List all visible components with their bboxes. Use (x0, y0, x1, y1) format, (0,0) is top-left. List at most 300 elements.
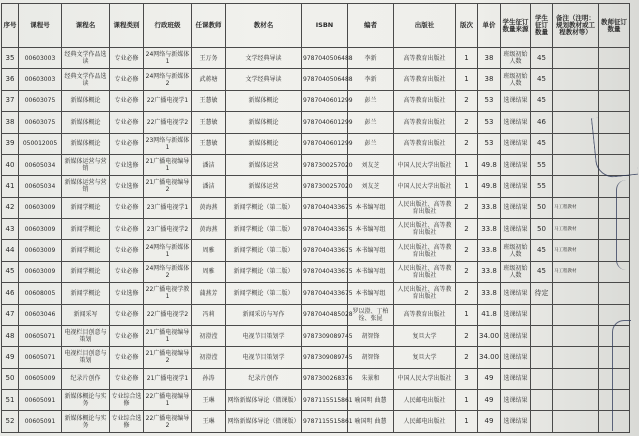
table-cell: 新闻学概论（第二版） (226, 261, 302, 282)
table-cell (553, 154, 599, 175)
table-cell: 班级初始人数 (501, 69, 531, 90)
table-cell: 新媒体概论 (62, 112, 110, 133)
table-row (2, 368, 630, 389)
table-cell (553, 304, 599, 325)
table-cell: 2 (456, 347, 478, 368)
table-cell: 文学经典导读 (226, 69, 302, 90)
table-cell: 新闻学概论（第二版） (226, 197, 302, 218)
table-row (2, 283, 630, 304)
table-cell: 专业必修 (110, 347, 144, 368)
table-cell: 刘友芝 (348, 176, 394, 197)
table-cell: 38 (2, 112, 19, 133)
table-cell: 21广播电视学1 (144, 368, 192, 389)
table-cell: 2 (456, 133, 478, 154)
table-cell: 彭兰 (348, 90, 394, 111)
table-cell (599, 90, 630, 111)
table-cell: 49.8 (478, 154, 501, 175)
table-cell: 纪录片创作 (226, 368, 302, 389)
table-row (2, 48, 630, 69)
table-cell: 22广播电视学教1 (144, 283, 192, 304)
table-cell: 选课结果 (501, 133, 531, 154)
table-cell: 胡智锋 (348, 325, 394, 346)
table-cell: 马工程教材 (553, 219, 599, 240)
table-cell (553, 176, 599, 197)
table-cell: 专业必修 (110, 219, 144, 240)
table-row (2, 325, 630, 346)
table-cell (553, 390, 599, 411)
table-cell: 经典文学作品选读 (62, 69, 110, 90)
table-cell: 42 (2, 197, 19, 218)
table-cell: 本书编写组 (348, 197, 394, 218)
table-cell (531, 390, 553, 411)
table-cell: 专业必修 (110, 112, 144, 133)
table-cell: 纪录片创作 (62, 368, 110, 389)
table-cell: 2 (456, 261, 478, 282)
table-cell: 00605091 (19, 411, 62, 433)
table-row (2, 133, 630, 154)
table-cell: 选课结果 (501, 411, 531, 433)
table-cell: 24网络与新媒体2 (144, 69, 192, 90)
table-cell: 马工程教材 (553, 261, 599, 282)
table-cell: 马工程教材 (553, 197, 599, 218)
table-cell: 网络新媒体导论（微课版） (226, 411, 302, 433)
table-cell (531, 347, 553, 368)
table-cell: 1 (456, 154, 478, 175)
table-cell: 新闻学概论 (62, 219, 110, 240)
table-cell: 9787309089745 (302, 325, 348, 346)
table-cell: 00605071 (19, 347, 62, 368)
table-cell: 9787040433675 (302, 219, 348, 240)
table-cell: 选课结果 (501, 112, 531, 133)
header-cell: 课程类别 (110, 4, 144, 48)
table-cell: 新闻学概论 (62, 197, 110, 218)
table-cell: 23广播电视学2 (144, 219, 192, 240)
table-cell (553, 283, 599, 304)
table-cell: 00605091 (19, 390, 62, 411)
table-cell: 专业综合选修 (110, 411, 144, 433)
table-row (2, 90, 630, 111)
header-cell: 单价 (478, 4, 501, 48)
table-cell: 专业必修 (110, 48, 144, 69)
table-cell: 49 (478, 368, 501, 389)
table-cell: 电视栏目创意与策划 (62, 325, 110, 346)
table-cell: 49 (478, 390, 501, 411)
table-cell (599, 69, 630, 90)
table-cell: 新媒体运营 (226, 176, 302, 197)
table-cell: 34.00 (478, 325, 501, 346)
table-cell: 49 (478, 411, 501, 433)
table-cell: 23广播电视学1 (144, 197, 192, 218)
table-cell: 2 (456, 219, 478, 240)
table-cell: 44 (2, 240, 19, 261)
table-cell: 专业必修 (110, 197, 144, 218)
table-cell: 选课结果 (501, 368, 531, 389)
table-cell: 49.8 (478, 176, 501, 197)
table-cell: 王慧敏 (192, 112, 226, 133)
table-cell: 冯莉 (192, 304, 226, 325)
table-row (2, 347, 630, 368)
table-cell: 马工程教材 (553, 240, 599, 261)
table-cell: 专业选修 (110, 176, 144, 197)
table-cell: 050012005 (19, 133, 62, 154)
table-cell: 48 (2, 325, 19, 346)
table-cell: 高等教育出版社 (394, 133, 456, 154)
table-cell: 新媒体概论 (62, 133, 110, 154)
handwritten-mark (591, 114, 638, 179)
handwritten-mark (616, 180, 637, 270)
table-row (2, 176, 630, 197)
table-cell: 21广播电视编导1 (144, 325, 192, 346)
table-row (2, 69, 630, 90)
table-cell: 9787309089745 (302, 347, 348, 368)
table-cell: 00603075 (19, 90, 62, 111)
table-cell: 胡智锋 (348, 347, 394, 368)
table-cell: 33.8 (478, 240, 501, 261)
table-body (2, 48, 630, 433)
table-cell: 中国人民大学出版社 (394, 176, 456, 197)
table-cell (531, 304, 553, 325)
table-cell (599, 283, 630, 304)
table-cell: 班级初始人数 (501, 261, 531, 282)
table-cell: 24网络与新媒体1 (144, 240, 192, 261)
header-cell: 任课教师 (192, 4, 226, 48)
header-cell: 行政班级 (144, 4, 192, 48)
table-cell: 专业必修 (110, 69, 144, 90)
table-cell: 41 (2, 176, 19, 197)
table-cell: 蒲燕芳 (192, 283, 226, 304)
table-cell: 本书编写组 (348, 240, 394, 261)
table-cell (553, 347, 599, 368)
table-cell: 人民出版社、高等教育出版社 (394, 219, 456, 240)
table-cell: 刘友芝 (348, 154, 394, 175)
table-cell: 33.8 (478, 261, 501, 282)
header-cell: ISBN (302, 4, 348, 48)
table-cell: 24网络与新媒体2 (144, 261, 192, 282)
table-row (2, 304, 630, 325)
table-cell (553, 411, 599, 433)
table-cell: 9787300257020 (302, 154, 348, 175)
table-cell: 45 (531, 261, 553, 282)
table-cell: 9787040433675 (302, 240, 348, 261)
header-cell: 课程名 (62, 4, 110, 48)
table-cell: 22广播电视编导2 (144, 411, 192, 433)
table-cell: 46 (531, 112, 553, 133)
header-cell: 版次 (456, 4, 478, 48)
table-cell (531, 411, 553, 433)
table-cell: 24网络与新媒体1 (144, 48, 192, 69)
table-cell: 53 (478, 90, 501, 111)
table-cell: 9787115515861 (302, 411, 348, 433)
table-cell: 人民出版社、高等教育出版社 (394, 261, 456, 282)
table-cell: 35 (2, 48, 19, 69)
table-cell: 复旦大学 (394, 325, 456, 346)
table-cell: 38 (478, 48, 501, 69)
table-cell: 专业必修 (110, 304, 144, 325)
table-cell: 专业必修 (110, 261, 144, 282)
header-cell: 课程号 (19, 4, 62, 48)
table-cell: 新媒体概论与实务 (62, 411, 110, 433)
table-cell: 人民出版社、高等教育出版社 (394, 197, 456, 218)
table-cell: 45 (531, 48, 553, 69)
table-cell: 电视节目策划学 (226, 325, 302, 346)
table-cell: 专业必修 (110, 240, 144, 261)
table-cell: 本书编写组 (348, 219, 394, 240)
table-cell: 选课结果 (501, 283, 531, 304)
table-cell: 黄海燕 (192, 197, 226, 218)
table-cell: 喻国明 曲慧 (348, 390, 394, 411)
handwritten-brace (612, 320, 631, 431)
header-cell: 序号 (2, 4, 19, 48)
table-cell: 朱景和 (348, 368, 394, 389)
table-cell: 潘洁 (192, 176, 226, 197)
table-cell: 39 (2, 133, 19, 154)
header-cell: 学生征订数量来源 (501, 4, 531, 48)
table-cell: 新闻学概论 (62, 261, 110, 282)
header-cell: 教师征订数量 (599, 4, 630, 48)
table-cell: 9787040433675 (302, 261, 348, 282)
table-cell: 专业必修 (110, 325, 144, 346)
table-cell: 高等教育出版社 (394, 69, 456, 90)
table-cell: 高等教育出版社 (394, 90, 456, 111)
header-cell: 编者 (348, 4, 394, 48)
table-cell: 1 (456, 411, 478, 433)
table-cell: 新闻学概论 (62, 240, 110, 261)
table-cell: 选课结果 (501, 90, 531, 111)
table-cell (531, 325, 553, 346)
table-cell: 新闻学概论 (62, 283, 110, 304)
table-cell: 班级初始人数 (501, 240, 531, 261)
table-cell: 本书编写组 (348, 283, 394, 304)
table-cell: 9787300268376 (302, 368, 348, 389)
table-cell: 潘洁 (192, 154, 226, 175)
table-cell (553, 48, 599, 69)
table-cell: 22广播电视学2 (144, 112, 192, 133)
table-cell: 38 (478, 69, 501, 90)
textbook-order-table (1, 3, 630, 433)
table-cell (553, 69, 599, 90)
table-cell (553, 133, 599, 154)
table-cell: 复旦大学 (394, 347, 456, 368)
table-cell: 9787040601299 (302, 112, 348, 133)
table-row (2, 219, 630, 240)
table-cell: 00603009 (19, 197, 62, 218)
table-cell: 34.00 (478, 347, 501, 368)
table-cell: 选课结果 (501, 197, 531, 218)
table-cell: 50 (2, 368, 19, 389)
table-cell: 37 (2, 90, 19, 111)
table-cell: 1 (456, 390, 478, 411)
table-cell: 53 (478, 112, 501, 133)
table-cell: 00605034 (19, 176, 62, 197)
table-cell: 53 (478, 133, 501, 154)
table-cell: 9787040601299 (302, 133, 348, 154)
table-cell: 9787040601299 (302, 90, 348, 111)
table-cell: 专业必修 (110, 90, 144, 111)
table-cell: 王慧敏 (192, 133, 226, 154)
table-cell: 00603003 (19, 48, 62, 69)
table-cell: 3 (456, 368, 478, 389)
table-cell: 45 (531, 240, 553, 261)
table-cell: 高等教育出版社 (394, 112, 456, 133)
table-cell: 36 (2, 69, 19, 90)
table-cell: 王琳 (192, 411, 226, 433)
header-cell: 备注（注明：规划教材或工程教材等） (553, 4, 599, 48)
table-cell: 选课结果 (501, 304, 531, 325)
table-cell: 选课结果 (501, 154, 531, 175)
table-row (2, 261, 630, 282)
table-cell: 高等教育出版社 (394, 304, 456, 325)
table-cell: 9787115515861 (302, 390, 348, 411)
table-cell: 9787040485028 (302, 304, 348, 325)
table-cell: 孙涛 (192, 368, 226, 389)
table-cell: 班级初始人数 (501, 48, 531, 69)
table-cell: 选课结果 (501, 176, 531, 197)
table-cell: 45 (531, 69, 553, 90)
table-cell: 49 (2, 347, 19, 368)
table-cell: 45 (531, 133, 553, 154)
table-cell: 9787300257020 (302, 176, 348, 197)
table-cell: 中国人民大学出版社 (394, 368, 456, 389)
table-cell: 00603046 (19, 304, 62, 325)
table-cell: 专业必修 (110, 368, 144, 389)
table-cell: 47 (2, 304, 19, 325)
table-cell: 人民出版社、高等教育出版社 (394, 283, 456, 304)
table-cell: 黄海燕 (192, 219, 226, 240)
table-cell: 00608005 (19, 283, 62, 304)
table-cell: 23网络与新媒体1 (144, 133, 192, 154)
table-cell (553, 90, 599, 111)
table-cell: 45 (531, 90, 553, 111)
table-cell: 51 (2, 390, 19, 411)
table-cell: 电视节目策划学 (226, 347, 302, 368)
table-cell: 1 (456, 304, 478, 325)
table-cell: 新闻学概论（第二版） (226, 240, 302, 261)
table-cell: 人民邮电出版社 (394, 390, 456, 411)
table-cell: 王万务 (192, 48, 226, 69)
table-cell: 33.8 (478, 283, 501, 304)
table-cell: 00603003 (19, 69, 62, 90)
table-cell: 李新 (348, 48, 394, 69)
table-row (2, 112, 630, 133)
table-cell: 22广播电视编导1 (144, 390, 192, 411)
table-cell: 2 (456, 240, 478, 261)
table-cell (553, 368, 599, 389)
table-cell: 00605071 (19, 325, 62, 346)
table-cell: 王慧敏 (192, 90, 226, 111)
table-cell: 00603009 (19, 240, 62, 261)
table-cell: 33.8 (478, 197, 501, 218)
table-cell: 新媒体概论 (226, 112, 302, 133)
table-cell: 彭兰 (348, 133, 394, 154)
table-cell: 电视栏目创意与策划 (62, 347, 110, 368)
table-cell: 文学经典导读 (226, 48, 302, 69)
table-row (2, 390, 630, 411)
table-cell: 罗以澄、丁柏铨、张昆 (348, 304, 394, 325)
table-row (2, 154, 630, 175)
table-row (2, 411, 630, 433)
table-cell: 专业选修 (110, 154, 144, 175)
header-row (2, 4, 630, 48)
table-cell: 50 (531, 197, 553, 218)
table-cell: 新媒体运营 (226, 154, 302, 175)
table-cell: 9787040506488 (302, 69, 348, 90)
table-cell: 武蒋塘 (192, 69, 226, 90)
table-cell: 初澄滢 (192, 325, 226, 346)
table-cell: 新闻采访与写作 (226, 304, 302, 325)
table-cell: 新媒体概论 (226, 90, 302, 111)
table-cell: 待定 (531, 283, 553, 304)
table-row (2, 197, 630, 218)
table-cell: 新媒体运营与营销 (62, 176, 110, 197)
table-cell: 新闻学概论（第二版） (226, 219, 302, 240)
table-cell: 22广播电视学2 (144, 304, 192, 325)
table-cell: 2 (456, 112, 478, 133)
table-cell: 2 (456, 90, 478, 111)
table-cell: 专业综合选修 (110, 390, 144, 411)
table-cell: 本书编写组 (348, 261, 394, 282)
table-cell: 45 (2, 261, 19, 282)
table-cell: 46 (2, 283, 19, 304)
table-cell: 00605009 (19, 368, 62, 389)
table-cell: 40 (2, 154, 19, 175)
table-cell: 1 (456, 69, 478, 90)
table-cell: 专业选修 (110, 283, 144, 304)
table-cell: 9787040433675 (302, 197, 348, 218)
table-cell: 专业必修 (110, 133, 144, 154)
table-cell: 新媒体概论 (62, 90, 110, 111)
table-cell (553, 325, 599, 346)
table-cell: 新媒体概论 (226, 133, 302, 154)
table-cell: 2 (456, 325, 478, 346)
table-cell: 新媒体概论与实务 (62, 390, 110, 411)
table-cell: 选课结果 (501, 219, 531, 240)
table-cell: 1 (456, 176, 478, 197)
table-cell: 李新 (348, 69, 394, 90)
table-cell: 周雅 (192, 261, 226, 282)
header-cell: 学生征订数量 (531, 4, 553, 48)
table-cell: 21广播电视编导1 (144, 154, 192, 175)
table-cell: 9787040506488 (302, 48, 348, 69)
table-cell: 43 (2, 219, 19, 240)
table-cell: 中国人民大学出版社 (394, 154, 456, 175)
table-cell: 选课结果 (501, 325, 531, 346)
table-cell: 高等教育出版社 (394, 48, 456, 69)
table-cell: 55 (531, 154, 553, 175)
table-cell: 彭兰 (348, 112, 394, 133)
table-cell: 新闻采写 (62, 304, 110, 325)
table-cell: 周雅 (192, 240, 226, 261)
table-cell: 喻国明 曲慧 (348, 411, 394, 433)
table-cell: 21广播电视编导2 (144, 347, 192, 368)
table-cell: 00603009 (19, 219, 62, 240)
table-cell: 2 (456, 197, 478, 218)
table-cell: 52 (2, 411, 19, 433)
table-cell (599, 48, 630, 69)
header-cell: 出版社 (394, 4, 456, 48)
table-cell: 00603009 (19, 261, 62, 282)
table-cell: 人民出版社、高等教育出版社 (394, 240, 456, 261)
table-cell: 41.8 (478, 304, 501, 325)
table-cell: 选课结果 (501, 390, 531, 411)
table-cell: 新闻学概论（第二版） (226, 283, 302, 304)
table-cell: 经典文学作品选读 (62, 48, 110, 69)
table-cell: 00605034 (19, 154, 62, 175)
table-cell: 王琳 (192, 390, 226, 411)
table-cell: 00603075 (19, 112, 62, 133)
table-cell: 33.8 (478, 219, 501, 240)
table-cell: 50 (531, 219, 553, 240)
header-cell: 教材名 (226, 4, 302, 48)
